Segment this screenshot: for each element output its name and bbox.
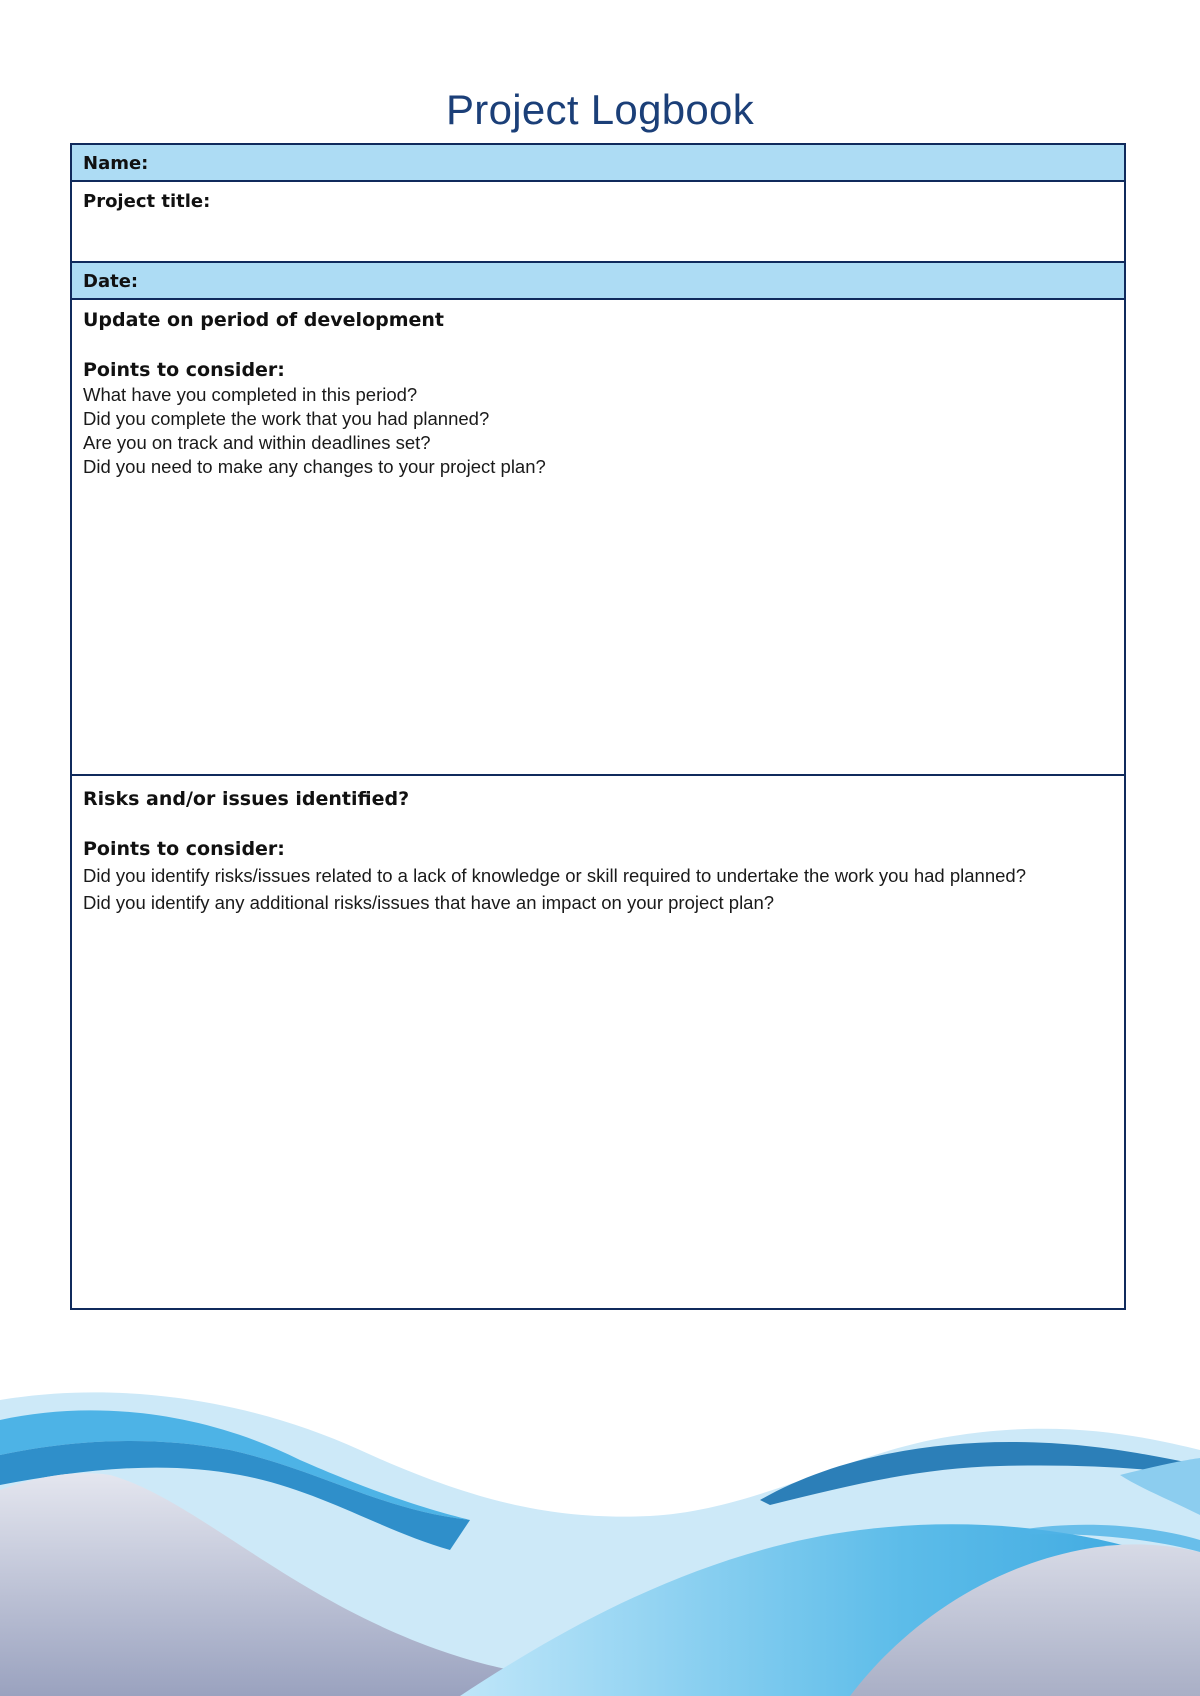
page-title: Project Logbook <box>445 86 755 133</box>
update-question-list <box>83 383 1113 479</box>
name-label: Name: <box>83 153 149 174</box>
name-row[interactable] <box>72 145 1124 182</box>
risks-heading: Risks and/or issues identified? <box>83 788 410 810</box>
logbook-form <box>70 143 1126 1310</box>
date-row[interactable] <box>72 263 1124 300</box>
update-section[interactable] <box>72 300 1124 776</box>
update-question: Did you complete the work that you had planned? <box>83 408 490 429</box>
update-points-label: Points to consider: <box>83 359 285 381</box>
update-heading: Update on period of development <box>83 309 445 331</box>
wave-decoration <box>0 1380 1200 1696</box>
risks-question: Did you identify any additional risks/issues that have an impact on your project plan? <box>83 892 775 913</box>
project-title-label: Project title: <box>83 191 211 212</box>
risks-question: Did you identify risks/issues related to a lack of knowledge or skill required to undertake the work you had planned? <box>83 865 1026 886</box>
project-title-row[interactable] <box>72 182 1124 263</box>
risks-question-list <box>83 862 1113 916</box>
risks-points-label: Points to consider: <box>83 838 285 860</box>
update-question: Are you on track and within deadlines set? <box>83 432 431 453</box>
date-label: Date: <box>83 271 139 292</box>
update-question: Did you need to make any changes to your project plan? <box>83 456 546 477</box>
update-question: What have you completed in this period? <box>83 384 418 405</box>
risks-section[interactable] <box>72 776 1124 1308</box>
